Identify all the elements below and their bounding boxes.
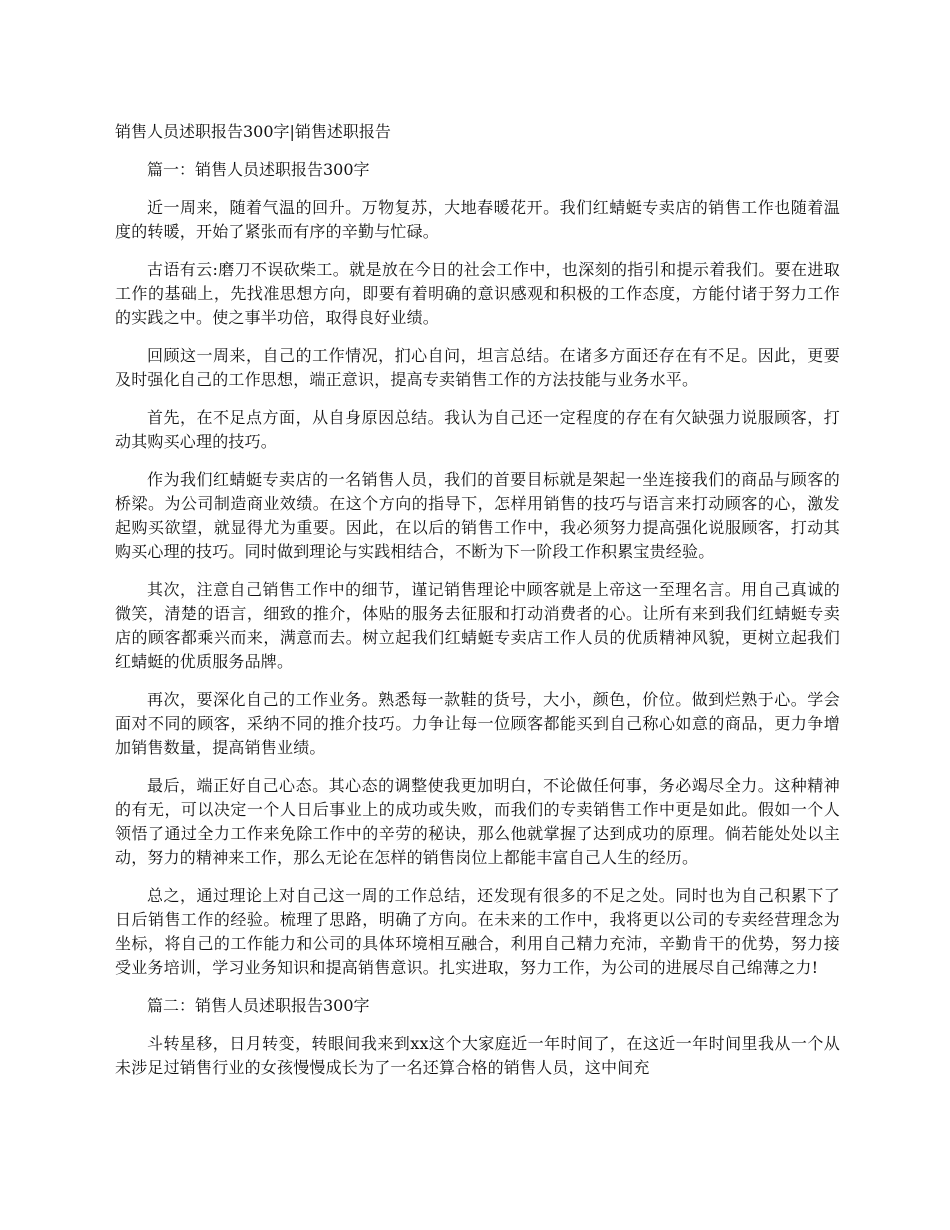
paragraph: 再次，要深化自己的工作业务。熟悉每一款鞋的货号，大小，颜色，价位。做到烂熟于心。学会面对不同的顾客，采纳不同的推介技巧。力争让每一位顾客都能买到自己称心如意的商品，更力争增加销售数量，提高销售业绩。 <box>115 690 840 757</box>
paragraph: 古语有云:磨刀不误砍柴工。就是放在今日的社会工作中，也深刻的指引和提示着我们。要在进取工作的基础上，先找准思想方向，即要有着明确的意识感观和积极的工作态度，方能付诸于努力工作的实践之中。使之事半功倍，取得良好业绩。 <box>115 260 840 327</box>
paragraph: 斗转星移，日月转变，转眼间我来到xx这个大家庭近一年时间了，在这近一年时间里我从一个从未涉足过销售行业的女孩慢慢成长为了一名还算合格的销售人员，这中间充 <box>115 1034 840 1077</box>
section-heading-1: 篇一：销售人员述职报告300字 <box>147 160 370 179</box>
paragraph: 最后，端正好自己心态。其心态的调整使我更加明白，不论做任何事，务必竭尽全力。这种精神的有无，可以决定一个人日后事业上的成功或失败，而我们的专卖销售工作中更是如此。假如一个人领悟了通过全力工作来免除工作中的辛劳的秘诀，那么他就掌握了达到成功的原理。倘若能处处以主动，努力的精神来工作，那么无论在怎样的销售岗位上都能丰富自己人生的经历。 <box>115 776 840 867</box>
paragraph: 首先，在不足点方面，从自身原因总结。我认为自己还一定程度的存在有欠缺强力说服顾客，打动其购买心理的技巧。 <box>115 408 840 451</box>
document-page <box>115 120 840 1094</box>
paragraph: 近一周来，随着气温的回升。万物复苏，大地春暖花开。我们红蜻蜓专卖店的销售工作也随着温度的转暖，开始了紧张而有序的辛勤与忙碌。 <box>115 198 840 241</box>
section-heading-2: 篇二：销售人员述职报告300字 <box>147 996 370 1015</box>
paragraph: 总之，通过理论上对自己这一周的工作总结，还发现有很多的不足之处。同时也为自己积累下了日后销售工作的经验。梳理了思路，明确了方向。在未来的工作中，我将更以公司的专卖经营理念为坐标，将自己的工作能力和公司的具体环境相互融合，利用自己精力充沛，辛勤肯干的优势，努力接受业务培训，学习业务知识和提高销售意识。扎实进取，努力工作，为公司的进展尽自己绵薄之力! <box>115 886 840 977</box>
document-title: 销售人员述职报告300字|销售述职报告 <box>115 122 391 141</box>
paragraph: 回顾这一周来，自己的工作情况，扪心自问，坦言总结。在诸多方面还存在有不足。因此，更要及时强化自己的工作思想，端正意识，提高专卖销售工作的方法技能与业务水平。 <box>115 346 840 389</box>
paragraph: 作为我们红蜻蜓专卖店的一名销售人员，我们的首要目标就是架起一坐连接我们的商品与顾客的桥梁。为公司制造商业效绩。在这个方向的指导下，怎样用销售的技巧与语言来打动顾客的心，激发起购买欲望，就显得尤为重要。因此，在以后的销售工作中，我必须努力提高强化说服顾客，打动其购买心理的技巧。同时做到理论与实践相结合，不断为下一阶段工作积累宝贵经验。 <box>115 470 840 561</box>
paragraph: 其次，注意自己销售工作中的细节，谨记销售理论中顾客就是上帝这一至理名言。用自己真诚的微笑，清楚的语言，细致的推介，体贴的服务去征服和打动消费者的心。让所有来到我们红蜻蜓专卖店的顾客都乘兴而来，满意而去。树立起我们红蜻蜓专卖店工作人员的优质精神风貌，更树立起我们红蜻蜓的优质服务品牌。 <box>115 580 840 671</box>
